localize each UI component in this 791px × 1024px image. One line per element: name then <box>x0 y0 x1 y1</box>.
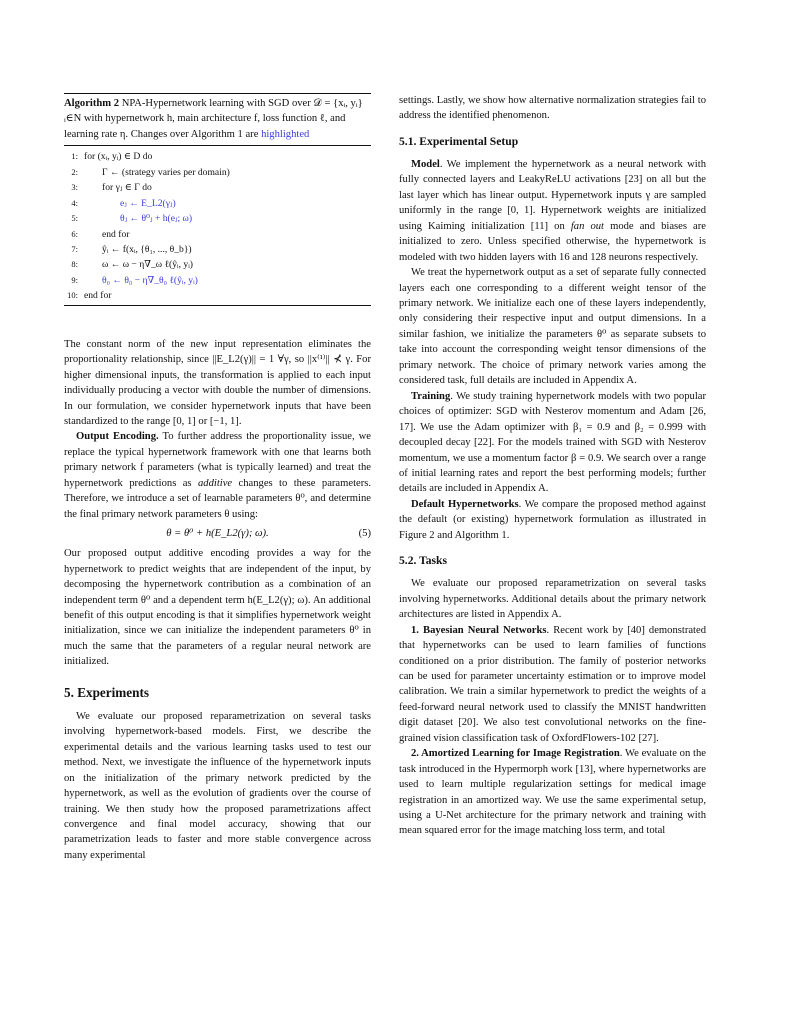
algorithm-line <box>64 273 371 288</box>
algorithm-caption-text: NPA-Hypernetwork learning with SGD over 𝒟 = {xᵢ, yᵢ}ᵢ∈N with hypernetwork h, main architecture f, loss function ℓ, and learning rate η. Changes over Algorithm 1 are <box>64 98 363 140</box>
output-encoding-text-b: changes to these parameters. Therefore, we introduce a set of learnable parameters θ⁰, and determine the final primary network parameters θ using: <box>64 477 372 520</box>
registration-paragraph <box>399 746 706 839</box>
line-text: ŷᵢ ← f(xᵢ, {θ₁, ..., θ_b}) <box>102 243 192 255</box>
algorithm-caption-highlight: highlighted <box>261 128 310 140</box>
algorithm-label: Algorithm 2 <box>64 98 120 109</box>
line-text: ω ← ω − η∇_ω ℓ(ŷᵢ, yᵢ) <box>102 259 193 271</box>
line-number: 9: <box>71 274 78 285</box>
line-text: Γ ← (strategy varies per domain) <box>102 166 230 178</box>
line-text: θⱼ ← θ⁰ⱼ + h(eⱼ; ω) <box>120 213 193 225</box>
tasks-intro-paragraph: We evaluate our proposed reparametrization on several tasks involving hypernetworks. Additional details about the primary network architectures are listed in Appendix A. <box>399 578 706 621</box>
model-paragraph <box>399 157 706 265</box>
training-paragraph <box>399 389 706 497</box>
norm-paragraph: The constant norm of the new input representation eliminates the proportionality relationship, since ||E_L2(γ)|| = 1 ∀γ, so ||x⁽¹⁾|| ⊀ γ. For higher dimensional inputs, the transformation is applied to each input individually producing a vector with double the number of dimensions. In our formulation, we consider hypernetwork inputs that have been standardized to the range [0, 1] or [−1, 1]. <box>64 338 371 427</box>
line-number: 10: <box>67 290 78 301</box>
output-encoding-paragraph <box>64 429 371 522</box>
section-title-tasks: 5.2. Tasks <box>399 554 448 568</box>
algorithm-caption <box>64 96 371 142</box>
algorithm-line <box>64 196 371 211</box>
default-hypernetworks-text: . We compare the proposed method against the default (or existing) hypernetwork formulation as illustrated in Figure 2 and Algorithm 1. <box>399 498 707 541</box>
model-emphasis: fan out <box>570 220 604 232</box>
algorithm-top-rule <box>64 93 371 94</box>
algorithm-line <box>64 227 371 242</box>
section-title-experimental-setup: 5.1. Experimental Setup <box>399 134 519 148</box>
line-number: 8: <box>71 259 78 270</box>
line-number: 1: <box>71 151 78 162</box>
algorithm-line <box>64 165 371 180</box>
algorithm-line <box>64 242 371 257</box>
algorithm-line <box>64 288 371 303</box>
equation-5 <box>64 526 371 543</box>
training-text: . We study training hypernetwork models with two popular choices of optimizer: SGD with Nesterov momentum and Adam [26, 17]. We use the Adam optimizer with β₁ = 0.9 and β₂ = 0.999 with decoupled decay [22]. For the models trained with SGD with Nesterov momentum, we use a momentum factor β = 0.9. We search over a range of initial learning rates and report the best performing models; further details are included in Appendix A. <box>399 390 706 495</box>
registration-title: 2. Amortized Learning for Image Registration <box>411 748 620 760</box>
model-text: . We implement the hypernetwork as a neural network with fully connected layers and LeakyReLU activations [23] on all but the last layer which has linear output. Hypernetwork inputs γ are sampled uniformly in the range [0, 1]. Hypernetwork weights are initialized using Kaiming initialization [11] on <box>399 158 706 232</box>
registration-text: . We evaluate on the task introduced in the Hypermorph work [13], where hypernetworks are used to learn multiple regularization settings for medical image registration in an amortized way. We use the same experimental setup, using a U-Net architecture for the primary network and training with mean squared error for the image matching loss term, and total <box>399 748 706 837</box>
equation-body: θ = θ⁰ + h(E_L2(γ); ω). <box>166 528 269 540</box>
line-number: 4: <box>71 197 78 208</box>
default-hypernetworks-paragraph <box>399 497 706 543</box>
line-text: end for <box>102 228 130 240</box>
bayesian-nn-title: 1. Bayesian Neural Networks <box>411 624 547 636</box>
experiments-intro-paragraph: We evaluate our proposed reparametrization on several tasks involving hypernetwork-based models. First, we describe the experimental details and the various learning tasks used to test our method. Next, we investigate the influence of the hypernetwork inputs on the initialization of the primary network predicted by the hypernetwork, as well as the evolution of gradients over the course of training. We then study how the proposed parametrizations affect convergence and final model accuracy, showing that our parametrization leads to faster and more stable convergence across many experimental <box>64 710 371 861</box>
line-number: 6: <box>71 228 78 239</box>
line-number: 2: <box>71 166 78 177</box>
line-number: 5: <box>71 213 78 224</box>
equation-number: (5) <box>358 528 371 540</box>
line-number: 7: <box>71 243 78 254</box>
line-text: for γⱼ ∈ Γ do <box>102 182 152 194</box>
additive-encoding-paragraph: Our proposed output additive encoding provides a way for the hypernetwork to predict weights that are independent of the input, by decomposing the hypernetwork contribution as a combination of an independent term θ⁰ and a dependent term h(E_L2(γ); ω). An additional benefit of this output encoding is that it simplifies hypernetwork weight initialization, since we can initialize the independent parameters θ⁰ in much the same that the parameters of a regular neural network are initialized. <box>64 548 371 668</box>
settings-paragraph: settings. Lastly, we show how alternative normalization strategies fail to address the identified phenomenon. <box>399 95 706 122</box>
section-title-experiments: 5. Experiments <box>64 684 149 700</box>
line-number: 3: <box>71 182 78 193</box>
algorithm-line <box>64 149 371 164</box>
algorithm-line <box>64 180 371 195</box>
line-text: for (xᵢ, yᵢ) ∈ D do <box>84 151 153 163</box>
bayesian-nn-paragraph <box>399 623 706 747</box>
left-column <box>64 93 371 863</box>
output-encoding-emphasis: additive <box>197 477 233 489</box>
model-text-2: mode and biases are initialized to zero. Unless specified otherwise, the hypernetwork is modeled with two hidden layers with 16 and 128 neurons respectively. <box>399 220 706 263</box>
output-encoding-title: Output Encoding. <box>76 431 159 443</box>
line-text: end for <box>84 290 112 302</box>
default-hypernetworks-title: Default Hypernetworks <box>411 498 519 510</box>
model-title: Model <box>411 158 440 170</box>
output-encoding-text-a: To further address the proportionality issue, we replace the typical hypernetwork framework with one that learns both primary network f parameters (what is typically learned) and treat the hypernetwork predictions as <box>64 431 371 489</box>
algorithm-line <box>64 257 371 272</box>
training-title: Training <box>411 390 451 402</box>
output-treatment-paragraph: We treat the hypernetwork output as a set of separate fully connected layers each one corresponding to a different weight tensor of the primary network. We initialize each one of these layers independently, only considering their respective input and output dimensions. In a similar fashion, we initialize the parameters θ⁰ as separate subsets to take into account the corresponding weight tensor dimensions of the primary network. The choice of primary network varies among the considered task, full details are included in Appendix A. <box>399 267 706 387</box>
algorithm-body <box>64 145 371 305</box>
line-text: eⱼ ← E_L2(γⱼ) <box>120 197 176 209</box>
right-column <box>399 93 706 839</box>
algorithm-line <box>64 211 371 226</box>
line-text: θ₀ ← θ₀ − η∇_θ₀ ℓ(ŷᵢ, yᵢ) <box>102 274 198 286</box>
bayesian-nn-text: . Recent work by [40] demonstrated that hypernetworks can be used to learn families of functions conditioned on a prior distribution. The family of posterior networks can be used for parameter uncertainty estimation or to improve model calibration. We train a similar hypernetwork to predict the weights of a feed-forward neural network used to classify the MNIST handwritten digit dataset [20]. We also test convolutional networks on the fine-grained vision classification task of OxfordFlowers-102 [27]. <box>399 624 706 744</box>
